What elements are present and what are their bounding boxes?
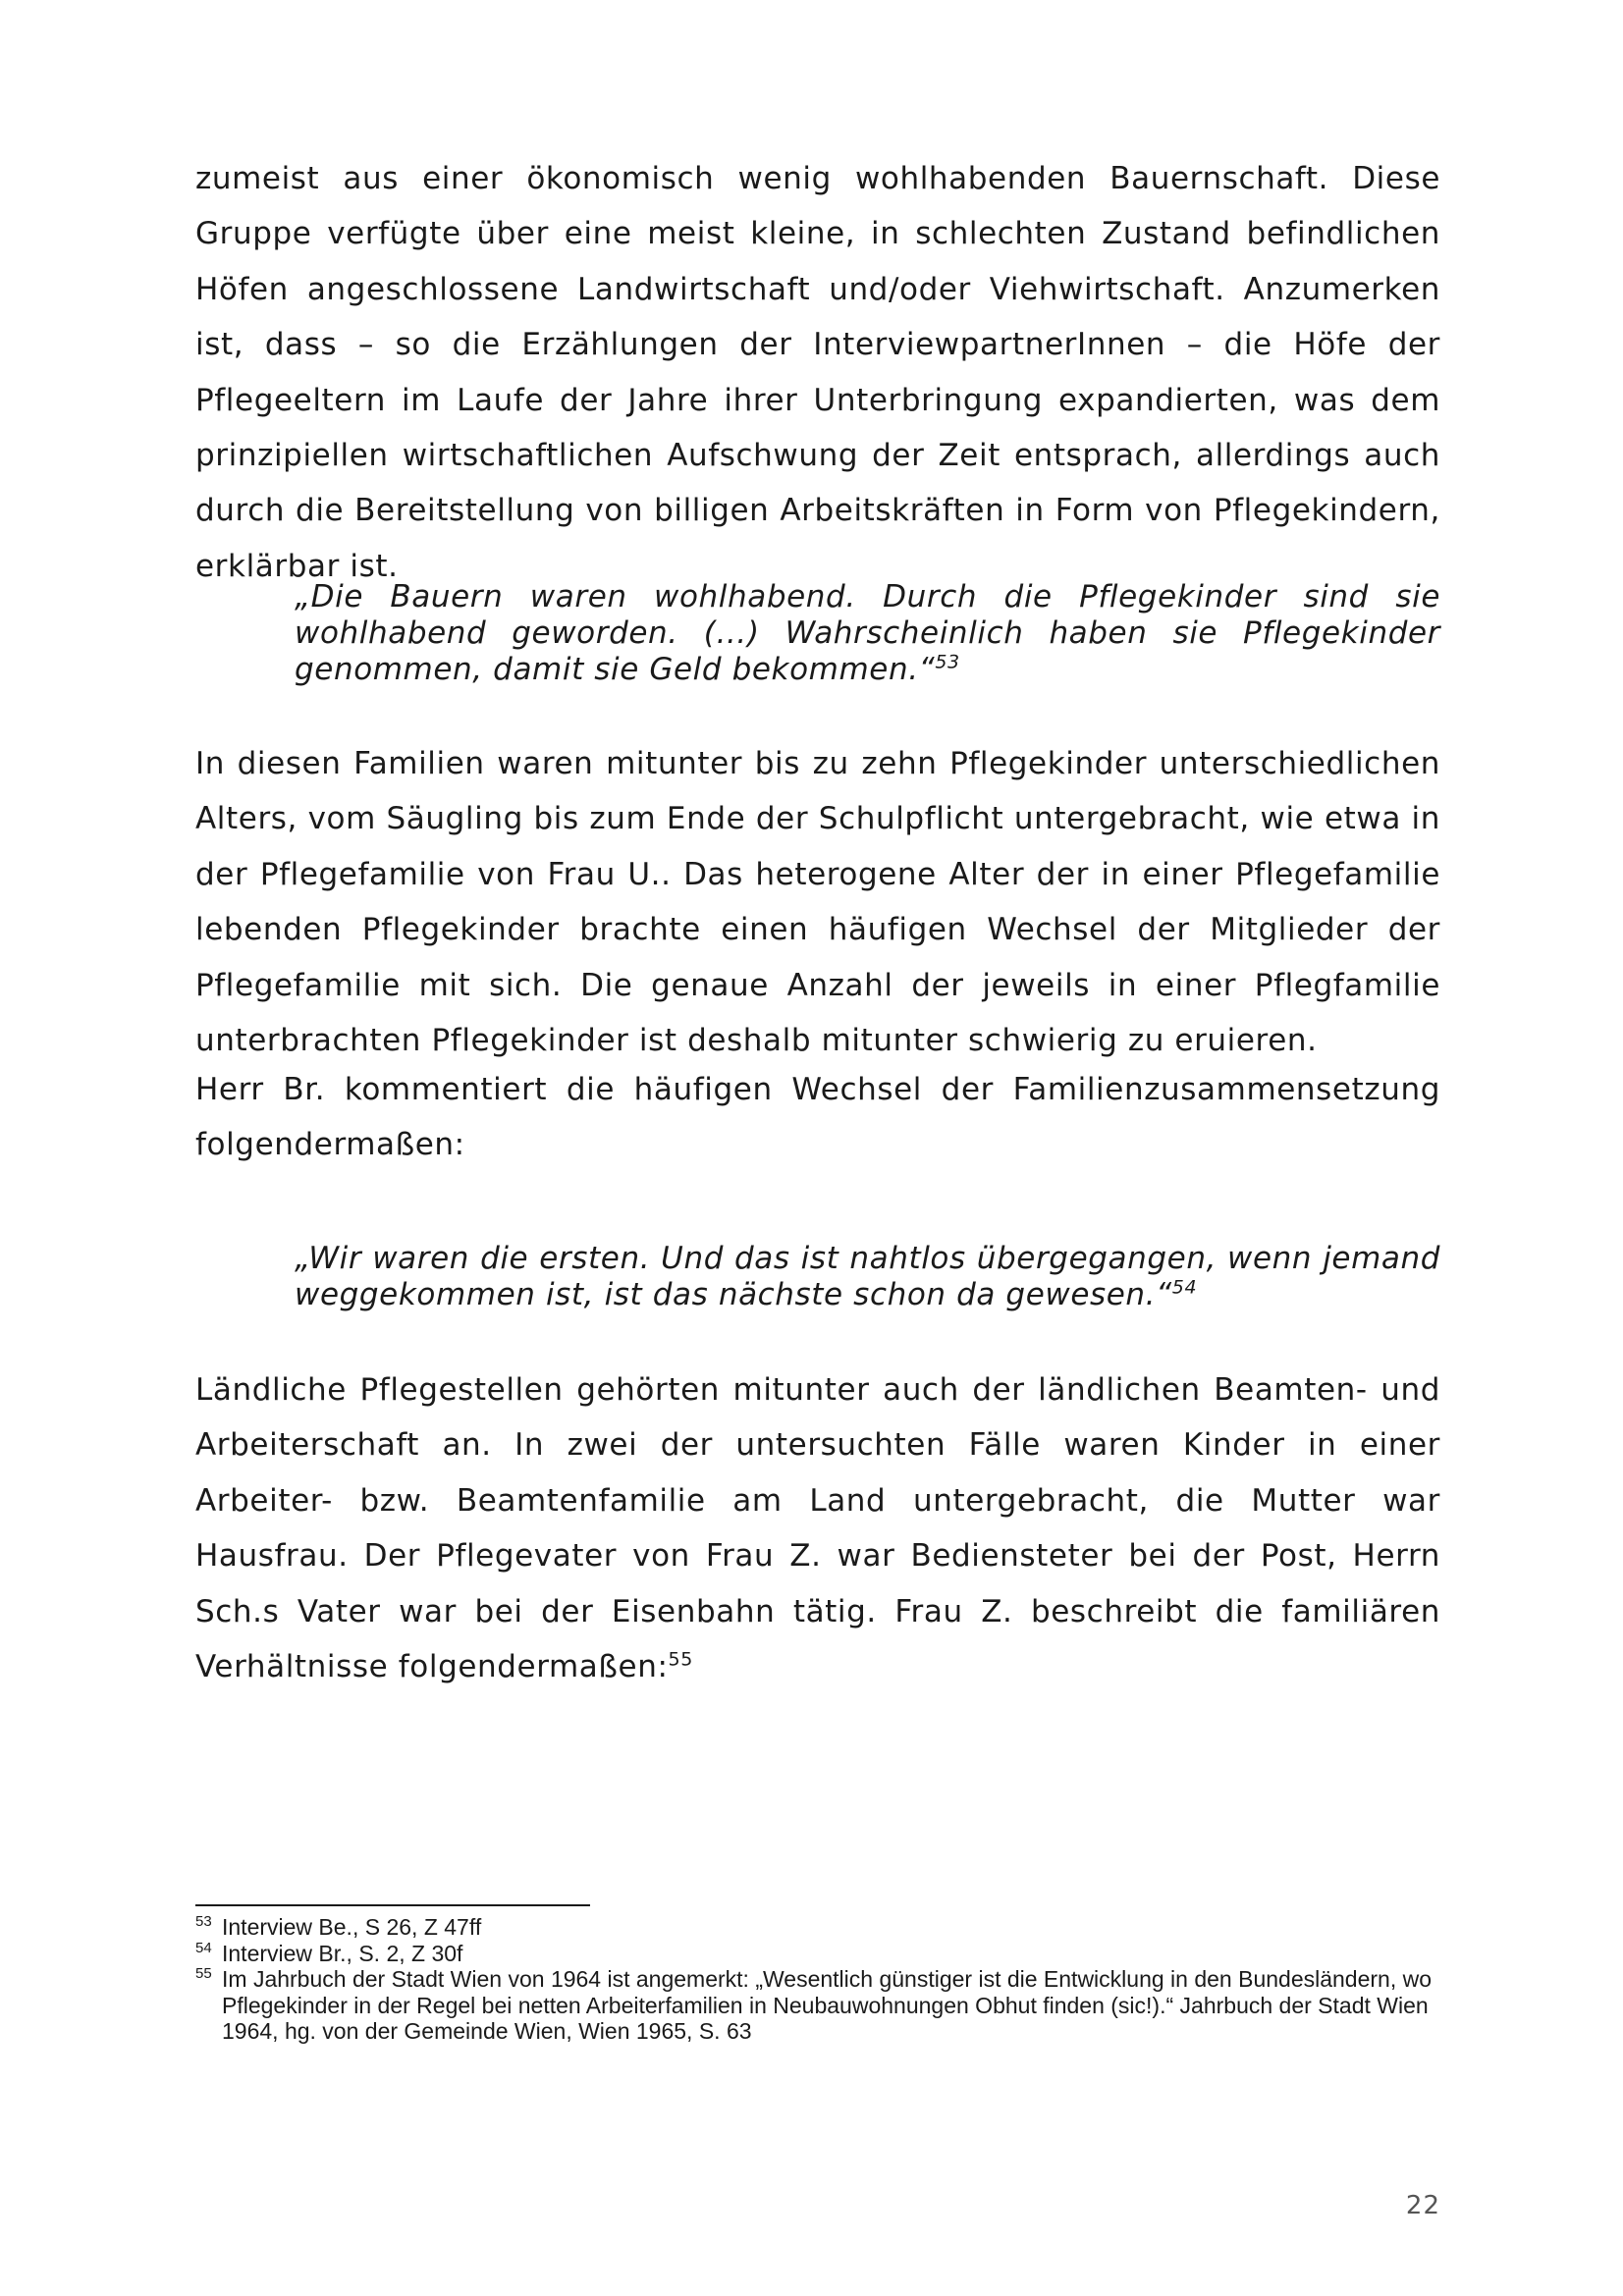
footnote-ref-54: 54: [1171, 1276, 1198, 1299]
paragraph-text: Ländliche Pflegestellen gehörten mitunter auch der ländlichen Beamten- und Arbeiterschaft an. In zwei der untersuchten Fälle waren Kinder in einer Arbeiter- bzw. Beamtenfamilie am Land untergebracht, die Mutter war Hausfrau. Der Pflegevater von Frau Z. war Bediensteter bei der Post, Herrn Sch.s Vater war bei der Eisenbahn tätig. Frau Z. beschreibt die familiären Verhältnisse folgendermaßen:: [195, 1372, 1440, 1685]
footnote-54: [195, 1941, 1440, 1967]
quote-text: „Wir waren die ersten. Und das ist nahtlos übergegangen, wenn jemand weggekommen ist, ist das nächste schon da gewesen.“: [295, 1241, 1440, 1312]
paragraph-rural-placements: [195, 1362, 1440, 1694]
footnote-number: 54: [195, 1939, 212, 1956]
block-quote-herr-br: [295, 1241, 1440, 1313]
paragraph-farming-families: zumeist aus einer ökonomisch wenig wohlhabenden Bauernschaft. Diese Gruppe verfügte über eine meist kleine, in schlechten Zustand befindlichen Höfen angeschlossene Landwirtschaft und/oder Viehwirtschaft. Anzumerken ist, dass – so die Erzählungen der InterviewpartnerInnen – die Höfe der Pflegeeltern im Laufe der Jahre ihrer Unterbringung expandierten, was dem prinzipiellen wirtschaftlichen Aufschwung der Zeit entsprach, allerdings auch durch die Bereitstellung von billigen Arbeitskräften in Form von Pflegekindern, erklärbar ist.: [195, 161, 1440, 584]
page-number: 22: [1405, 2191, 1440, 2220]
footnote-text: Im Jahrbuch der Stadt Wien von 1964 ist angemerkt: „Wesentlich günstiger ist die Entwicklung in den Bundesländern, wo Pflegekinder in der Regel bei netten Arbeiterfamilien in Neubauwohnungen Obhut finden (sic!).“ Jahrbuch der Stadt Wien 1964, hg. von der Gemeinde Wien, Wien 1965, S. 63: [222, 1966, 1433, 2044]
footnote-number: 55: [195, 1965, 212, 1982]
paragraph-foster-children-count: In diesen Familien waren mitunter bis zu zehn Pflegekinder unterschiedlichen Alters, vom Säugling bis zum Ende der Schulpflicht untergebracht, wie etwa in der Pflegefamilie von Frau U.. Das heterogene Alter der in einer Pflegefamilie lebenden Pflegekinder brachte einen häufigen Wechsel der Mitglieder der Pflegefamilie mit sich. Die genaue Anzahl der jeweils in einer Pflegfamilie unterbrachten Pflegekinder ist deshalb mitunter schwierig zu eruieren.: [195, 746, 1440, 1059]
footnote-text: Interview Br., S. 2, Z 30f: [222, 1940, 463, 1966]
block-quote-farmers: [295, 579, 1440, 688]
footnote-ref-55: 55: [668, 1648, 693, 1671]
footnote-53: [195, 1914, 1440, 1941]
footnote-ref-53: 53: [935, 651, 960, 673]
footnote-number: 53: [195, 1913, 212, 1930]
footnote-55: [195, 1966, 1440, 2045]
paragraph-herr-br-intro: Herr Br. kommentiert die häufigen Wechsel der Familienzusammensetzung folgendermaßen:: [195, 1072, 1440, 1163]
footnote-text: Interview Be., S 26, Z 47ff: [222, 1914, 482, 1940]
footnotes: [195, 1914, 1440, 2045]
footnote-divider: [195, 1904, 590, 1906]
quote-text: „Die Bauern waren wohlhabend. Durch die Pflegekinder sind sie wohlhabend geworden. (…) Wahrscheinlich haben sie Pflegekinder genommen, damit sie Geld bekommen.“: [295, 579, 1440, 687]
